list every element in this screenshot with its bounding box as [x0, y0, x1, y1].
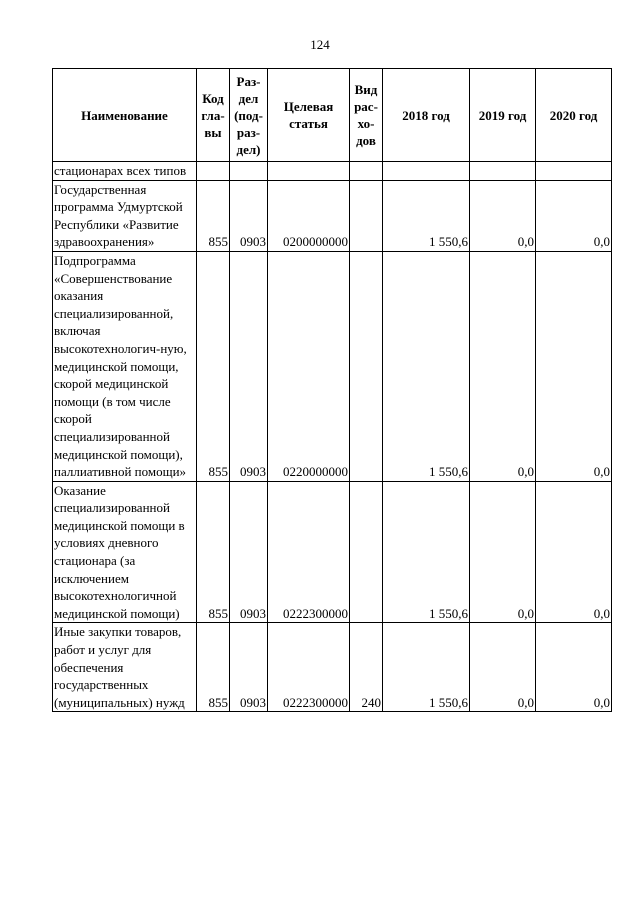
row-article: 0220000000 — [268, 251, 350, 481]
row-section: 0903 — [230, 251, 268, 481]
row-section: 0903 — [230, 623, 268, 712]
row-2020: 0,0 — [536, 623, 612, 712]
row-code: 855 — [197, 623, 230, 712]
header-2019: 2019 год — [470, 69, 536, 162]
row-name: Государственная программа Удмуртской Республики «Развитие здравоохранения» — [53, 180, 197, 251]
row-name: стационарах всех типов — [53, 162, 197, 181]
header-row — [53, 69, 612, 162]
row-2019: 0,0 — [470, 481, 536, 623]
table-row — [53, 180, 612, 251]
row-section — [230, 162, 268, 181]
table-row — [53, 251, 612, 481]
row-name: Оказание специализированной медицинской помощи в условиях дневного стационара (за исключением высокотехнологичной медицинской помощи) — [53, 481, 197, 623]
row-2020: 0,0 — [536, 481, 612, 623]
row-article: 0200000000 — [268, 180, 350, 251]
row-article — [268, 162, 350, 181]
row-article: 0222300000 — [268, 481, 350, 623]
row-code — [197, 162, 230, 181]
row-code: 855 — [197, 180, 230, 251]
header-name: Наименование — [53, 69, 197, 162]
row-2020: 0,0 — [536, 251, 612, 481]
header-2018: 2018 год — [383, 69, 470, 162]
row-section: 0903 — [230, 180, 268, 251]
budget-table — [52, 68, 612, 712]
row-2018: 1 550,6 — [383, 251, 470, 481]
row-2020 — [536, 162, 612, 181]
row-2019: 0,0 — [470, 251, 536, 481]
row-expense — [350, 162, 383, 181]
table-row — [53, 623, 612, 712]
row-section: 0903 — [230, 481, 268, 623]
row-article: 0222300000 — [268, 623, 350, 712]
page-number: 124 — [310, 37, 330, 52]
row-2019: 0,0 — [470, 623, 536, 712]
header-expense-type: Вид рас-хо-дов — [350, 69, 383, 162]
row-expense — [350, 180, 383, 251]
row-2020: 0,0 — [536, 180, 612, 251]
table-row — [53, 481, 612, 623]
row-name: Подпрограмма «Совершенствование оказания специализированной, включая высокотехнологич-ную, медицинской помощи, скорой медицинской помощи (в том числе скорой специализированной медицинской помощи), паллиативной помощи» — [53, 251, 197, 481]
header-2020: 2020 год — [536, 69, 612, 162]
row-name: Иные закупки товаров, работ и услуг для обеспечения государственных (муниципальных) нужд — [53, 623, 197, 712]
row-expense — [350, 481, 383, 623]
row-2019 — [470, 162, 536, 181]
row-code: 855 — [197, 251, 230, 481]
header-section: Раз-дел (под-раз-дел) — [230, 69, 268, 162]
row-2018: 1 550,6 — [383, 180, 470, 251]
row-expense — [350, 251, 383, 481]
row-code: 855 — [197, 481, 230, 623]
row-expense: 240 — [350, 623, 383, 712]
row-2018 — [383, 162, 470, 181]
header-code-chapter: Код гла-вы — [197, 69, 230, 162]
table-row — [53, 162, 612, 181]
row-2018: 1 550,6 — [383, 481, 470, 623]
header-target-article: Целевая статья — [268, 69, 350, 162]
row-2018: 1 550,6 — [383, 623, 470, 712]
row-2019: 0,0 — [470, 180, 536, 251]
